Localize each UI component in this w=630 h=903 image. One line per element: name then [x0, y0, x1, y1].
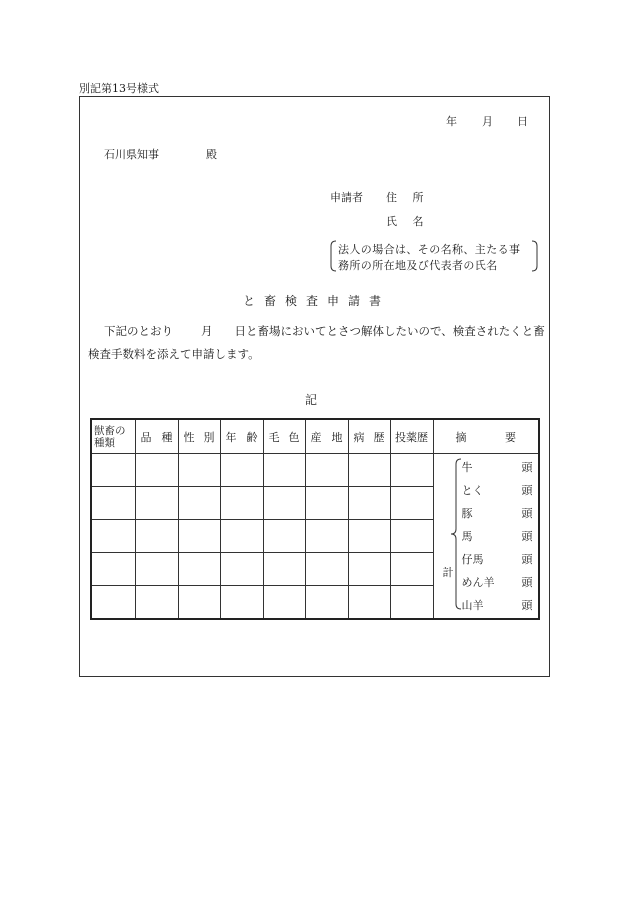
- summary-item-tokuchiku: とく: [461, 484, 484, 497]
- corporate-note: [330, 240, 538, 272]
- summary-item-goat: 山羊: [461, 599, 484, 612]
- table-row: [91, 454, 539, 487]
- table-cell[interactable]: [220, 553, 263, 586]
- table-cell[interactable]: [178, 520, 220, 553]
- table-cell[interactable]: [91, 586, 135, 620]
- table-cell[interactable]: [220, 586, 263, 620]
- table-cell[interactable]: [348, 586, 390, 620]
- header-medical-history: 病 歴: [348, 419, 390, 454]
- table-cell[interactable]: [91, 553, 135, 586]
- summary-unit: 頭: [521, 484, 533, 497]
- summary-unit: 頭: [521, 553, 533, 566]
- summary-item-cattle: 牛: [461, 461, 473, 474]
- body-line-2: 検査手数料を添えて申請します。: [88, 347, 260, 361]
- table-cell[interactable]: [178, 454, 220, 487]
- table-cell[interactable]: [178, 553, 220, 586]
- table-cell[interactable]: [135, 586, 178, 620]
- note-line-2: 務所の所在地及び代表者の氏名: [338, 259, 498, 272]
- table-cell[interactable]: [305, 586, 348, 620]
- table-cell[interactable]: [178, 586, 220, 620]
- table-header-row: [91, 419, 539, 454]
- summary-item-sheep: めん羊: [461, 576, 495, 589]
- body-line-1-part-b: 月: [201, 324, 213, 338]
- body-line-1-part-c: 日と畜場においてとさつ解体したいので、検査されたくと畜: [234, 324, 545, 338]
- header-origin: 産 地: [305, 419, 348, 454]
- date-year: 年: [446, 115, 457, 128]
- summary-unit: 頭: [521, 507, 533, 520]
- table-cell[interactable]: [305, 454, 348, 487]
- table-cell[interactable]: [305, 553, 348, 586]
- header-breed: 品 種: [135, 419, 178, 454]
- table-cell[interactable]: [220, 520, 263, 553]
- addressee-name: 石川県知事: [104, 148, 159, 161]
- table-cell[interactable]: [390, 454, 433, 487]
- summary-item-horse: 馬: [461, 530, 473, 543]
- date-day: 日: [517, 115, 528, 128]
- table-cell[interactable]: [220, 487, 263, 520]
- table-cell[interactable]: [390, 553, 433, 586]
- table-cell[interactable]: [348, 553, 390, 586]
- applicant-label: 申請者: [330, 191, 363, 204]
- summary-unit: 頭: [521, 461, 533, 474]
- livestock-table: [90, 418, 540, 620]
- table-cell[interactable]: [348, 487, 390, 520]
- table-cell[interactable]: [135, 520, 178, 553]
- table-cell[interactable]: [390, 586, 433, 620]
- table-cell[interactable]: [305, 487, 348, 520]
- table-cell[interactable]: [348, 454, 390, 487]
- header-species: 獣畜の種類: [91, 419, 135, 454]
- remarks-summary-cell: [433, 454, 539, 620]
- total-label: 計: [442, 566, 454, 579]
- form-number-label: 別記第13号様式: [79, 82, 159, 95]
- table-cell[interactable]: [390, 520, 433, 553]
- table-cell[interactable]: [91, 454, 135, 487]
- table-cell[interactable]: [220, 454, 263, 487]
- table-cell[interactable]: [135, 454, 178, 487]
- note-line-1: 法人の場合は、その名称、主たる事: [338, 243, 521, 256]
- date-month: 月: [482, 115, 493, 128]
- summary-item-foal: 仔馬: [461, 553, 484, 566]
- header-sex: 性 別: [178, 419, 220, 454]
- body-line-1-part-a: 下記のとおり: [104, 324, 173, 338]
- header-remarks: 摘 要: [433, 419, 539, 454]
- table-cell[interactable]: [135, 553, 178, 586]
- table-cell[interactable]: [91, 520, 135, 553]
- summary-unit: 頭: [521, 576, 533, 589]
- address-label: 住 所: [386, 191, 430, 204]
- table-cell[interactable]: [91, 487, 135, 520]
- table-cell[interactable]: [348, 520, 390, 553]
- name-label: 氏 名: [386, 215, 430, 228]
- addressee-honorific: 殿: [206, 148, 217, 161]
- table-cell[interactable]: [305, 520, 348, 553]
- summary-item-pig: 豚: [461, 507, 473, 520]
- table-cell[interactable]: [263, 487, 305, 520]
- table-cell[interactable]: [263, 553, 305, 586]
- table-cell[interactable]: [178, 487, 220, 520]
- table-cell[interactable]: [263, 586, 305, 620]
- table-cell[interactable]: [263, 520, 305, 553]
- document-title: と畜検査申請書: [243, 294, 391, 308]
- table-cell[interactable]: [135, 487, 178, 520]
- ki-heading: 記: [305, 393, 318, 407]
- header-medication-history: 投薬歴: [390, 419, 433, 454]
- table-cell[interactable]: [263, 454, 305, 487]
- livestock-table-wrapper: [90, 418, 538, 620]
- summary-unit: 頭: [521, 599, 533, 612]
- summary-unit: 頭: [521, 530, 533, 543]
- body-line-1: [104, 323, 545, 339]
- header-age: 年 齢: [220, 419, 263, 454]
- header-coat-color: 毛 色: [263, 419, 305, 454]
- table-cell[interactable]: [390, 487, 433, 520]
